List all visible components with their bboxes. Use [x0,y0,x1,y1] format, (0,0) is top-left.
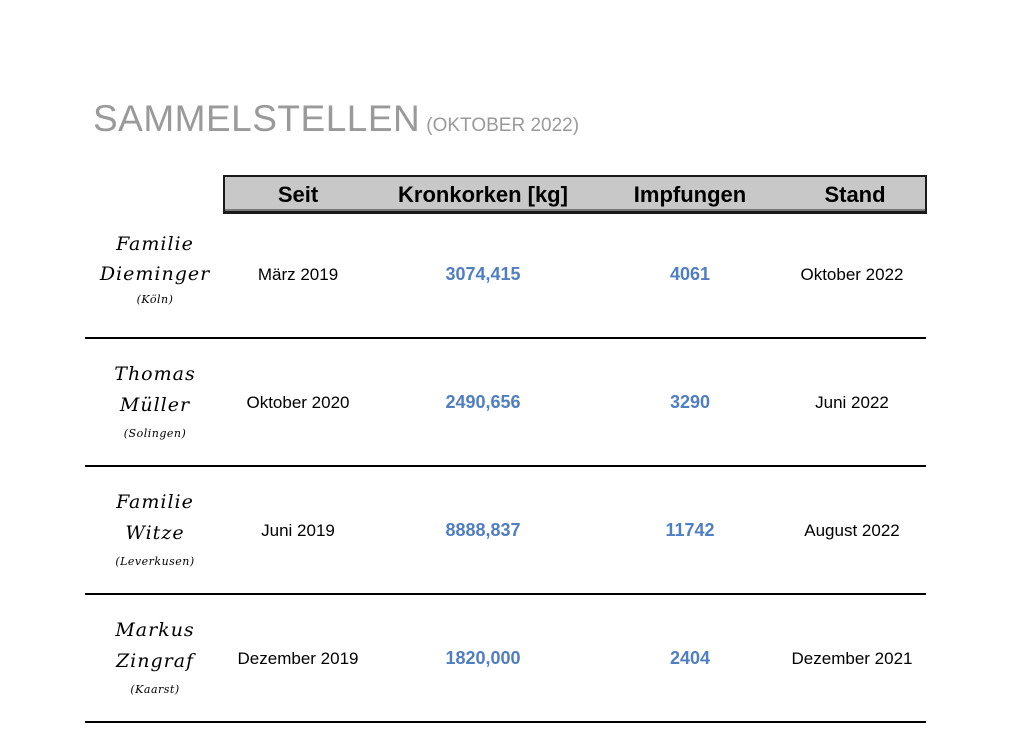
kronkorken-value: 1820,000 [445,648,521,668]
kronkorken-value: 8888,837 [445,520,521,540]
city-label: (Leverkusen) [115,555,195,568]
kronkorken-value: 2490,656 [445,392,521,412]
row-divider [85,721,926,723]
city-label: (Köln) [136,293,174,306]
collector-name [85,339,225,465]
seit-value: Oktober 2020 [246,393,350,412]
kronkorken-value: 3074,415 [445,264,521,284]
name-line-2: Dieminger [99,263,211,285]
seit-value: Dezember 2019 [237,649,359,668]
stand-value: August 2022 [804,521,900,540]
impfungen-value: 3290 [669,392,711,412]
stand-value: Juni 2022 [815,393,889,412]
name-line-2: Müller [119,394,191,416]
name-line-1: Familie [116,491,194,513]
name-line-2: Witze [125,522,185,544]
table-row [85,467,926,595]
city-label: (Kaarst) [130,683,180,696]
header-kronkorken: Kronkorken [kg] [398,182,568,207]
header-seit: Seit [277,182,319,207]
stand-value: Dezember 2021 [791,649,913,668]
header-impfungen: Impfungen [633,182,747,207]
city-label: (Solingen) [123,427,187,440]
name-line-1: Markus [115,619,195,641]
name-line-2: Zingraf [115,650,195,672]
collector-name [85,467,225,593]
collector-name [85,211,225,337]
name-line-1: Familie [116,233,194,255]
collector-name [85,595,225,721]
title-subtitle: (OKTOBER 2022) [426,115,580,136]
table-row [85,339,926,467]
seit-value: März 2019 [257,265,339,284]
table-row [85,595,926,723]
impfungen-value: 2404 [669,648,711,668]
impfungen-value: 11742 [665,520,715,540]
page-title [93,98,579,140]
stand-value: Oktober 2022 [800,265,904,284]
impfungen-value: 4061 [669,264,711,284]
seit-value: Juni 2019 [261,521,335,540]
name-line-1: Thomas [114,363,196,385]
table-header [223,175,927,214]
table-row [85,211,926,339]
header-stand: Stand [824,182,886,207]
title-main: SAMMELSTELLEN [93,98,421,139]
